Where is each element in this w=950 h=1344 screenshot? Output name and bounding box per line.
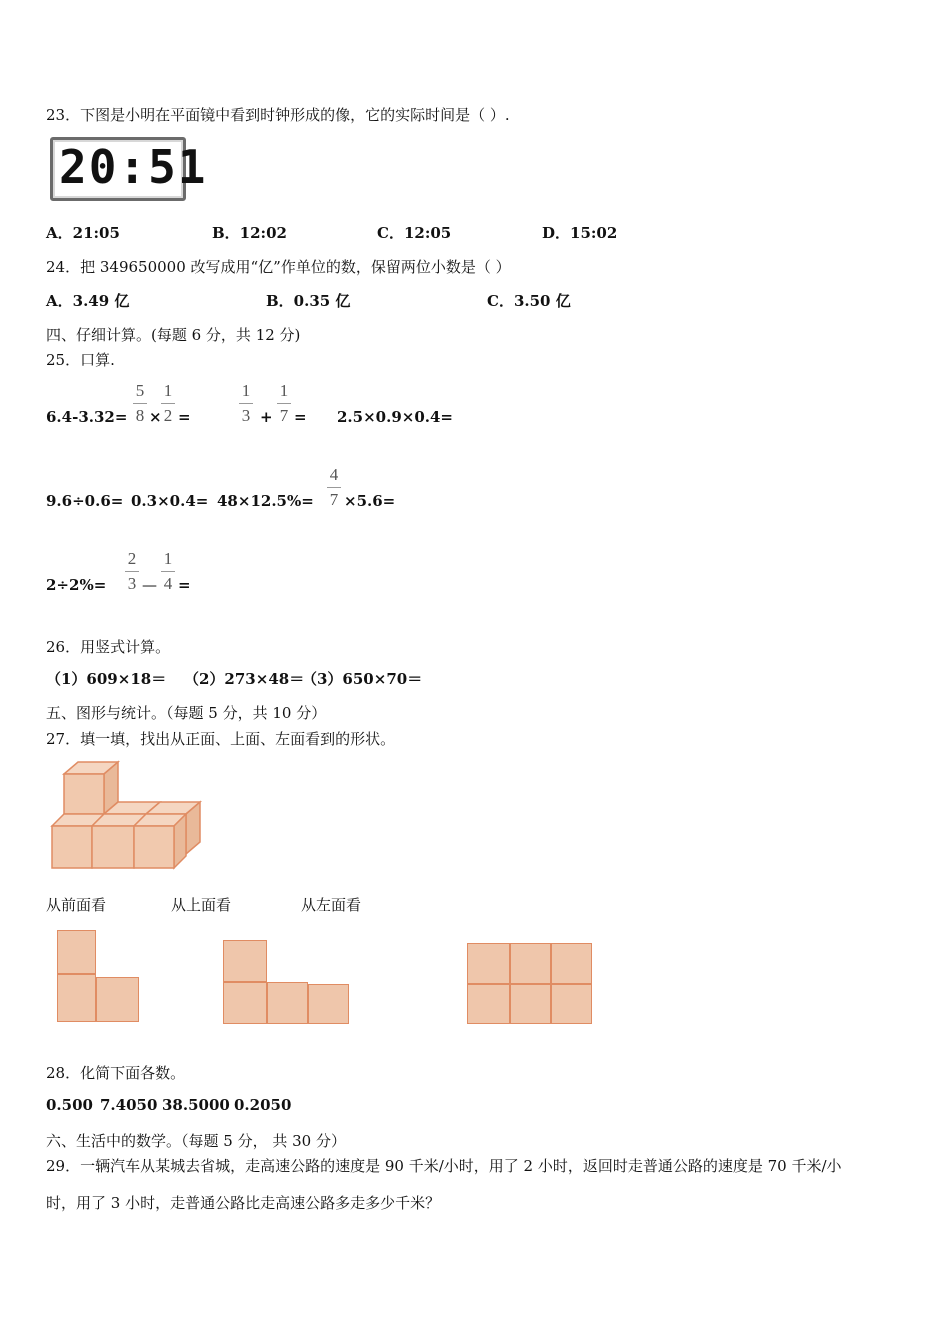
question-23: 23．下图是小明在平面镜中看到时钟形成的像，它的实际时间是（ ）. [46,106,510,124]
numerator: 5 [135,381,145,400]
calc-0.3x0.4: 0.3×0.4= [131,492,209,510]
times-sign: × [149,408,162,426]
denominator: 3 [127,574,137,593]
fraction-1-3 [238,381,254,426]
view-label-front: 从前面看 [46,896,107,914]
view-label-left: 从左面看 [301,896,362,914]
section-4-heading: 四、仔细计算。(每题 6 分，共 12 分) [46,326,301,344]
q23-option-a: A．21:05 [46,224,120,242]
view-label-top: 从上面看 [171,896,232,914]
fraction-2-3 [124,549,140,594]
question-24: 24．把 349650000 改写成用“亿”作单位的数，保留两位小数是（ ） [46,258,511,276]
fraction-1-7 [276,381,292,426]
numerator: 2 [127,549,137,568]
q28-number-2: 7.4050 [100,1096,158,1114]
q26-item-1: （1）609×18＝ [46,670,167,688]
fraction-5-8 [132,381,148,426]
question-25: 25．口算. [46,351,115,369]
denominator: 2 [163,406,173,425]
question-28: 28．化简下面各数。 [46,1064,186,1082]
numerator: 1 [241,381,251,400]
q24-option-c: C．3.50 亿 [487,292,571,310]
fraction-1-2 [160,381,176,426]
numerator: 1 [279,381,289,400]
calc-6.4-3.32: 6.4-3.32= [46,408,128,426]
section-6-heading: 六、生活中的数学。（每题 5 分， 共 30 分） [46,1132,346,1150]
q28-number-1: 0.500 [46,1096,93,1114]
numerator: 4 [329,465,339,484]
fraction-1-4 [160,549,176,594]
equals-sign: = [178,576,191,594]
equals-sign: = [294,408,307,426]
calc-2.5x0.9x0.4: 2.5×0.9×0.4= [337,408,453,426]
cube-stack-figure [50,760,210,872]
question-26: 26．用竖式计算。 [46,638,171,656]
q24-option-b: B．0.35 亿 [266,292,351,310]
denominator: 7 [279,406,289,425]
q23-option-d: D．15:02 [542,224,618,242]
numerator: 1 [163,381,173,400]
calc-times-5.6: ×5.6= [344,492,396,510]
numerator: 1 [163,549,173,568]
q26-item-2: （2）273×48＝ [184,670,305,688]
calc-48x12.5pct: 48×12.5%= [217,492,314,510]
q23-option-b: B．12:02 [212,224,287,242]
denominator: 7 [329,490,339,509]
question-29-line-2: 时，用了 3 小时，走普通公路比走高速公路多走多少千米？ [46,1194,441,1212]
denominator: 8 [135,406,145,425]
q26-item-3: （3）650×70＝ [302,670,423,688]
section-5-heading: 五、图形与统计。（每题 5 分，共 10 分） [46,704,327,722]
q28-number-3: 38.5000 [162,1096,230,1114]
calc-2/2pct: 2÷2%= [46,576,107,594]
calc-9.6/0.6: 9.6÷0.6= [46,492,124,510]
question-29-line-1: 29．一辆汽车从某城去省城，走高速公路的速度是 90 千米/小时，用了 2 小时，返回时走普通公路的速度是 70 千米/小 [46,1157,842,1175]
q24-option-a: A．3.49 亿 [46,292,130,310]
equals-sign: = [178,408,191,426]
plus-sign: + [260,408,273,426]
clock-digits: 20:51 [59,140,208,194]
q23-option-c: C．12:05 [377,224,452,242]
minus-sign: — [142,576,157,594]
mirror-clock-image [50,137,208,201]
q28-number-4: 0.2050 [234,1096,292,1114]
denominator: 4 [163,574,173,593]
denominator: 3 [241,406,251,425]
fraction-4-7 [326,465,342,510]
question-27: 27．填一填，找出从正面、上面、左面看到的形状。 [46,730,396,748]
